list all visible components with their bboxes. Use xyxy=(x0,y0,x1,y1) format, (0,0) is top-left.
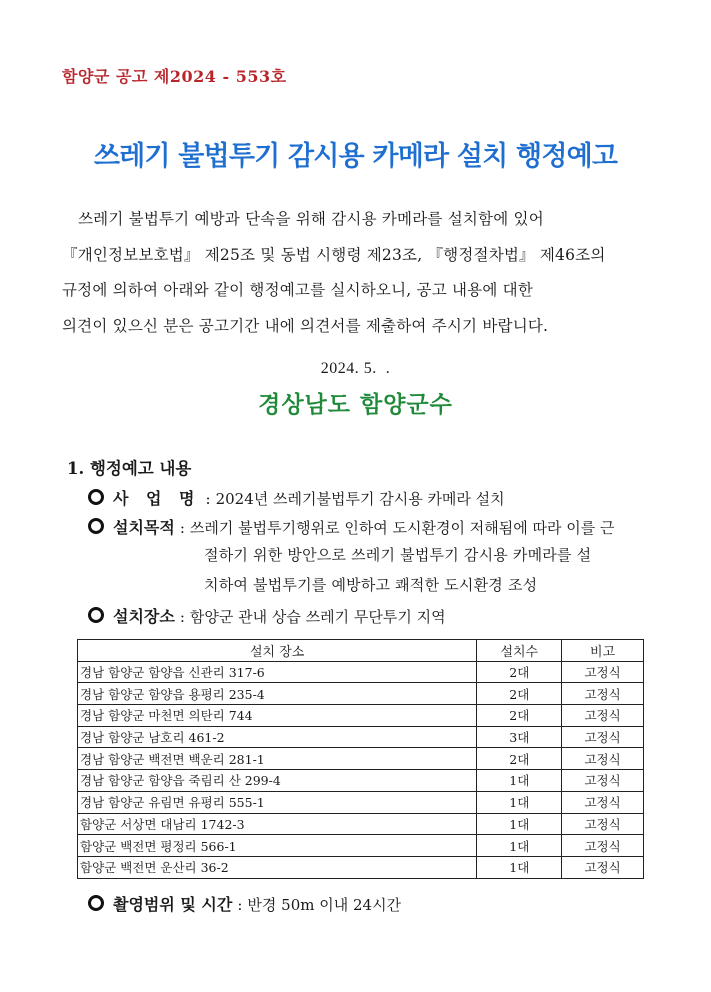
table-row xyxy=(78,791,644,813)
note-cell: 고정식 xyxy=(562,791,644,813)
note-cell: 고정식 xyxy=(562,856,644,878)
installation-table xyxy=(77,639,644,879)
table-row xyxy=(78,770,644,792)
note-cell: 고정식 xyxy=(562,835,644,857)
column-header-location: 설치 장소 xyxy=(78,640,477,662)
intro-line: 의견이 있으신 분은 공고기간 내에 의견서를 제출하여 주시기 바랍니다. xyxy=(62,316,549,335)
range-value: 반경 50m 이내 24시간 xyxy=(247,896,402,914)
count-cell: 1대 xyxy=(477,813,562,835)
location-cell: 함양군 서상면 대남리 1742-3 xyxy=(78,813,477,835)
table-row xyxy=(78,726,644,748)
purpose-item xyxy=(88,515,615,538)
notice-number: 함양군 공고 제2024 - 553호 xyxy=(62,67,287,86)
page-title: 쓰레기 불법투기 감시용 카메라 설치 행정예고 xyxy=(93,141,618,172)
table-row xyxy=(78,661,644,683)
purpose-line: 절하기 위한 방안으로 쓰레기 불법투기 감시용 카메라를 설 xyxy=(204,546,592,564)
intro-line: 『개인정보보호법』 제25조 및 동법 시행령 제23조, 『행정절차법』 제46조의 xyxy=(62,245,606,264)
table-row xyxy=(78,705,644,727)
business-name-item xyxy=(88,486,505,509)
circle-bullet-icon xyxy=(88,895,104,911)
count-cell: 1대 xyxy=(477,835,562,857)
location-cell: 경남 함양군 함양읍 신관리 317-6 xyxy=(78,661,477,683)
count-cell: 2대 xyxy=(477,748,562,770)
location-cell: 경남 함양군 백전면 백운리 281-1 xyxy=(78,748,477,770)
count-cell: 2대 xyxy=(477,683,562,705)
table-row xyxy=(78,835,644,857)
circle-bullet-icon xyxy=(88,607,104,623)
column-header-note: 비고 xyxy=(562,640,644,662)
location-cell: 경남 함양군 마천면 의탄리 744 xyxy=(78,705,477,727)
count-cell: 2대 xyxy=(477,661,562,683)
location-cell: 경남 함양군 남호리 461-2 xyxy=(78,726,477,748)
location-cell: 경남 함양군 유림면 유평리 555-1 xyxy=(78,791,477,813)
count-cell: 3대 xyxy=(477,726,562,748)
circle-bullet-icon xyxy=(88,518,104,534)
circle-bullet-icon xyxy=(88,489,104,505)
count-cell: 2대 xyxy=(477,705,562,727)
note-cell: 고정식 xyxy=(562,705,644,727)
note-cell: 고정식 xyxy=(562,661,644,683)
note-cell: 고정식 xyxy=(562,726,644,748)
note-cell: 고정식 xyxy=(562,770,644,792)
range-label: 촬영범위 및 시간 xyxy=(113,895,233,914)
table-row xyxy=(78,748,644,770)
purpose-label: 설치목적 xyxy=(113,518,175,537)
location-cell: 경남 함양군 함양읍 용평리 235-4 xyxy=(78,683,477,705)
separator: : xyxy=(205,490,211,508)
location-item xyxy=(88,604,446,627)
notice-date: 2024. 5. . xyxy=(320,360,391,377)
intro-line: 쓰레기 불법투기 예방과 단속을 위해 감시용 카메라를 설치함에 있어 xyxy=(78,210,544,228)
intro-paragraph xyxy=(62,202,646,344)
location-cell: 경남 함양군 함양읍 죽림리 산 299-4 xyxy=(78,770,477,792)
business-label: 사 업 명 xyxy=(113,489,201,508)
column-header-count: 설치수 xyxy=(477,640,562,662)
issuer: 경상남도 함양군수 xyxy=(258,391,453,418)
note-cell: 고정식 xyxy=(562,748,644,770)
business-value: 2024년 쓰레기불법투기 감시용 카메라 설치 xyxy=(215,490,505,508)
count-cell: 1대 xyxy=(477,856,562,878)
location-cell: 함양군 백전면 운산리 36-2 xyxy=(78,856,477,878)
table-row xyxy=(78,683,644,705)
note-cell: 고정식 xyxy=(562,813,644,835)
separator: : xyxy=(179,519,185,537)
purpose-line: 치하여 불법투기를 예방하고 쾌적한 도시환경 조성 xyxy=(204,576,538,594)
table-row xyxy=(78,813,644,835)
separator: : xyxy=(179,608,185,626)
intro-line: 규정에 의하여 아래와 같이 행정예고를 실시하오니, 공고 내용에 대한 xyxy=(62,281,533,299)
range-item xyxy=(88,892,401,915)
location-cell: 함양군 백전면 평정리 566-1 xyxy=(78,835,477,857)
location-value: 함양군 관내 상습 쓰레기 무단투기 지역 xyxy=(189,608,446,626)
location-label: 설치장소 xyxy=(113,607,175,626)
purpose-line: 쓰레기 불법투기행위로 인하여 도시환경이 저해됨에 따라 이를 근 xyxy=(189,519,615,537)
separator: : xyxy=(237,896,243,914)
table-row xyxy=(78,856,644,878)
section-title: 1. 행정예고 내용 xyxy=(67,459,192,478)
count-cell: 1대 xyxy=(477,770,562,792)
table-header-row xyxy=(78,640,644,662)
count-cell: 1대 xyxy=(477,791,562,813)
note-cell: 고정식 xyxy=(562,683,644,705)
